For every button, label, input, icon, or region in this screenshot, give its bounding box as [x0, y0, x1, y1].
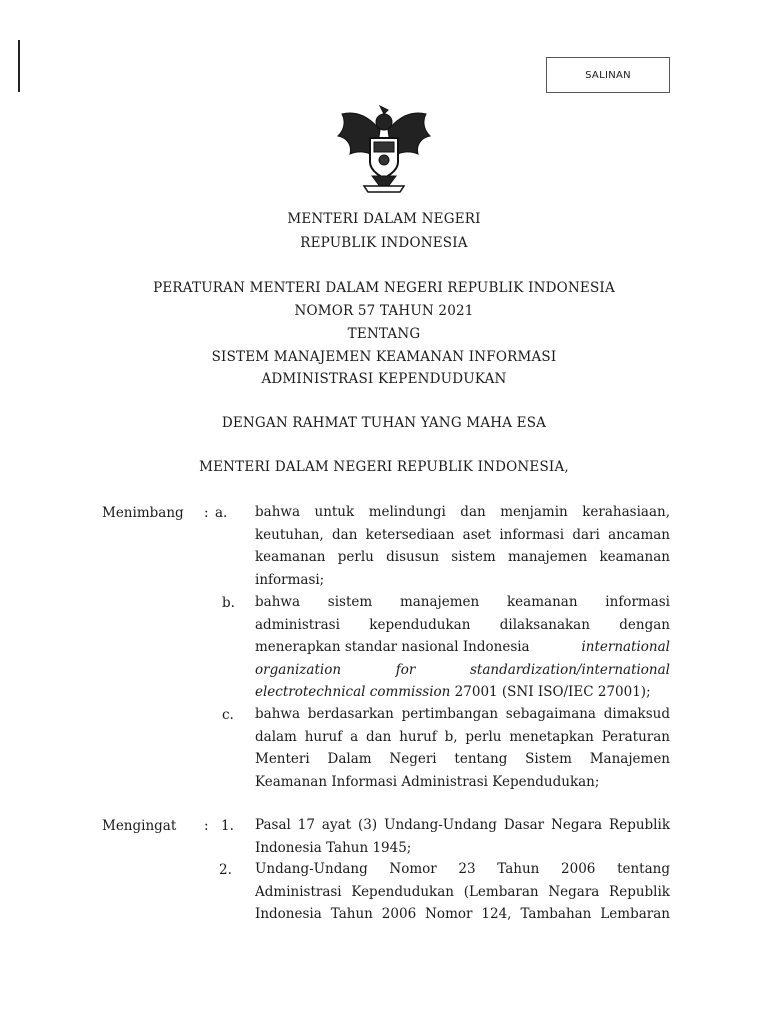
issuer-line: MENTERI DALAM NEGERI REPUBLIK INDONESIA,	[199, 459, 569, 475]
italic-term: for	[395, 661, 416, 678]
text-line	[255, 659, 670, 682]
menimbang-a-marker: a.	[215, 505, 228, 521]
blessing-line: DENGAN RAHMAT TUHAN YANG MAHA ESA	[221, 415, 547, 431]
menimbang-a-text	[255, 501, 670, 591]
salinan-stamp	[546, 57, 670, 93]
text-line: bahwa sistem manajemen keamanan informasi	[255, 594, 670, 610]
text-line: Keamanan Informasi Administrasi Kependudukan;	[255, 773, 600, 790]
ministry-line-1: MENTERI DALAM NEGERI	[287, 211, 481, 227]
scan-margin-mark	[18, 40, 20, 92]
salinan-label: SALINAN	[585, 69, 631, 81]
mengingat-1-text	[255, 814, 670, 859]
text-line	[255, 636, 670, 659]
text-line: administrasi kependudukan dilaksanakan dengan	[255, 616, 670, 633]
mengingat-2-text	[255, 858, 670, 926]
text-line: keutuhan, dan ketersediaan aset informasi dari ancaman	[255, 526, 670, 543]
mengingat-1-marker: 1.	[221, 818, 234, 834]
menimbang-b-marker: b.	[222, 595, 235, 611]
mengingat-2-marker: 2.	[219, 862, 232, 878]
mengingat-colon: :	[204, 818, 209, 834]
italic-term: electrotechnical commission	[255, 684, 451, 701]
text-line: Indonesia Tahun 1945;	[255, 839, 412, 856]
mengingat-label: Mengingat	[102, 818, 177, 834]
menimbang-c-text	[255, 703, 670, 793]
italic-term: organization	[255, 661, 342, 678]
menimbang-colon: :	[204, 505, 209, 521]
text-segment: 27001 (SNI ISO/IEC 27001);	[454, 684, 651, 701]
text-line	[255, 681, 670, 704]
text-line: informasi;	[255, 571, 325, 588]
text-line: Menteri Dalam Negeri tentang Sistem Manajemen	[255, 751, 670, 768]
subject-line-1: SISTEM MANAJEMEN KEAMANAN INFORMASI	[211, 349, 557, 365]
text-segment: menerapkan standar nasional Indonesia	[255, 639, 530, 656]
text-line: bahwa untuk melindungi dan menjamin kerahasiaan,	[255, 504, 670, 520]
text-line: Pasal 17 ayat (3) Undang-Undang Dasar Negara Republik	[255, 817, 670, 833]
text-line: bahwa berdasarkan pertimbangan sebagaimana dimaksud	[255, 706, 670, 722]
regulation-about: TENTANG	[347, 326, 421, 342]
italic-term: standardization/international	[469, 661, 670, 678]
text-line: keamanan perlu disusun sistem manajemen keamanan	[255, 549, 670, 566]
menimbang-c-marker: c.	[222, 707, 234, 723]
text-line: Administrasi Kependudukan (Lembaran Negara Republik	[255, 883, 670, 900]
regulation-number: NOMOR 57 TAHUN 2021	[294, 303, 474, 319]
ministry-line-2: REPUBLIK INDONESIA	[300, 235, 468, 251]
menimbang-label: Menimbang	[102, 505, 184, 521]
text-line: Indonesia Tahun 2006 Nomor 124, Tambahan Lembaran	[255, 906, 670, 923]
garuda-emblem-icon	[330, 100, 438, 200]
italic-term: international	[581, 639, 670, 656]
text-line: Undang-Undang Nomor 23 Tahun 2006 tentang	[255, 861, 670, 877]
subject-line-2: ADMINISTRASI KEPENDUDUKAN	[261, 371, 507, 387]
menimbang-b-text	[255, 591, 670, 704]
regulation-title: PERATURAN MENTERI DALAM NEGERI REPUBLIK INDONESIA	[153, 280, 615, 296]
text-line: dalam huruf a dan huruf b, perlu menetapkan Peraturan	[255, 728, 670, 745]
